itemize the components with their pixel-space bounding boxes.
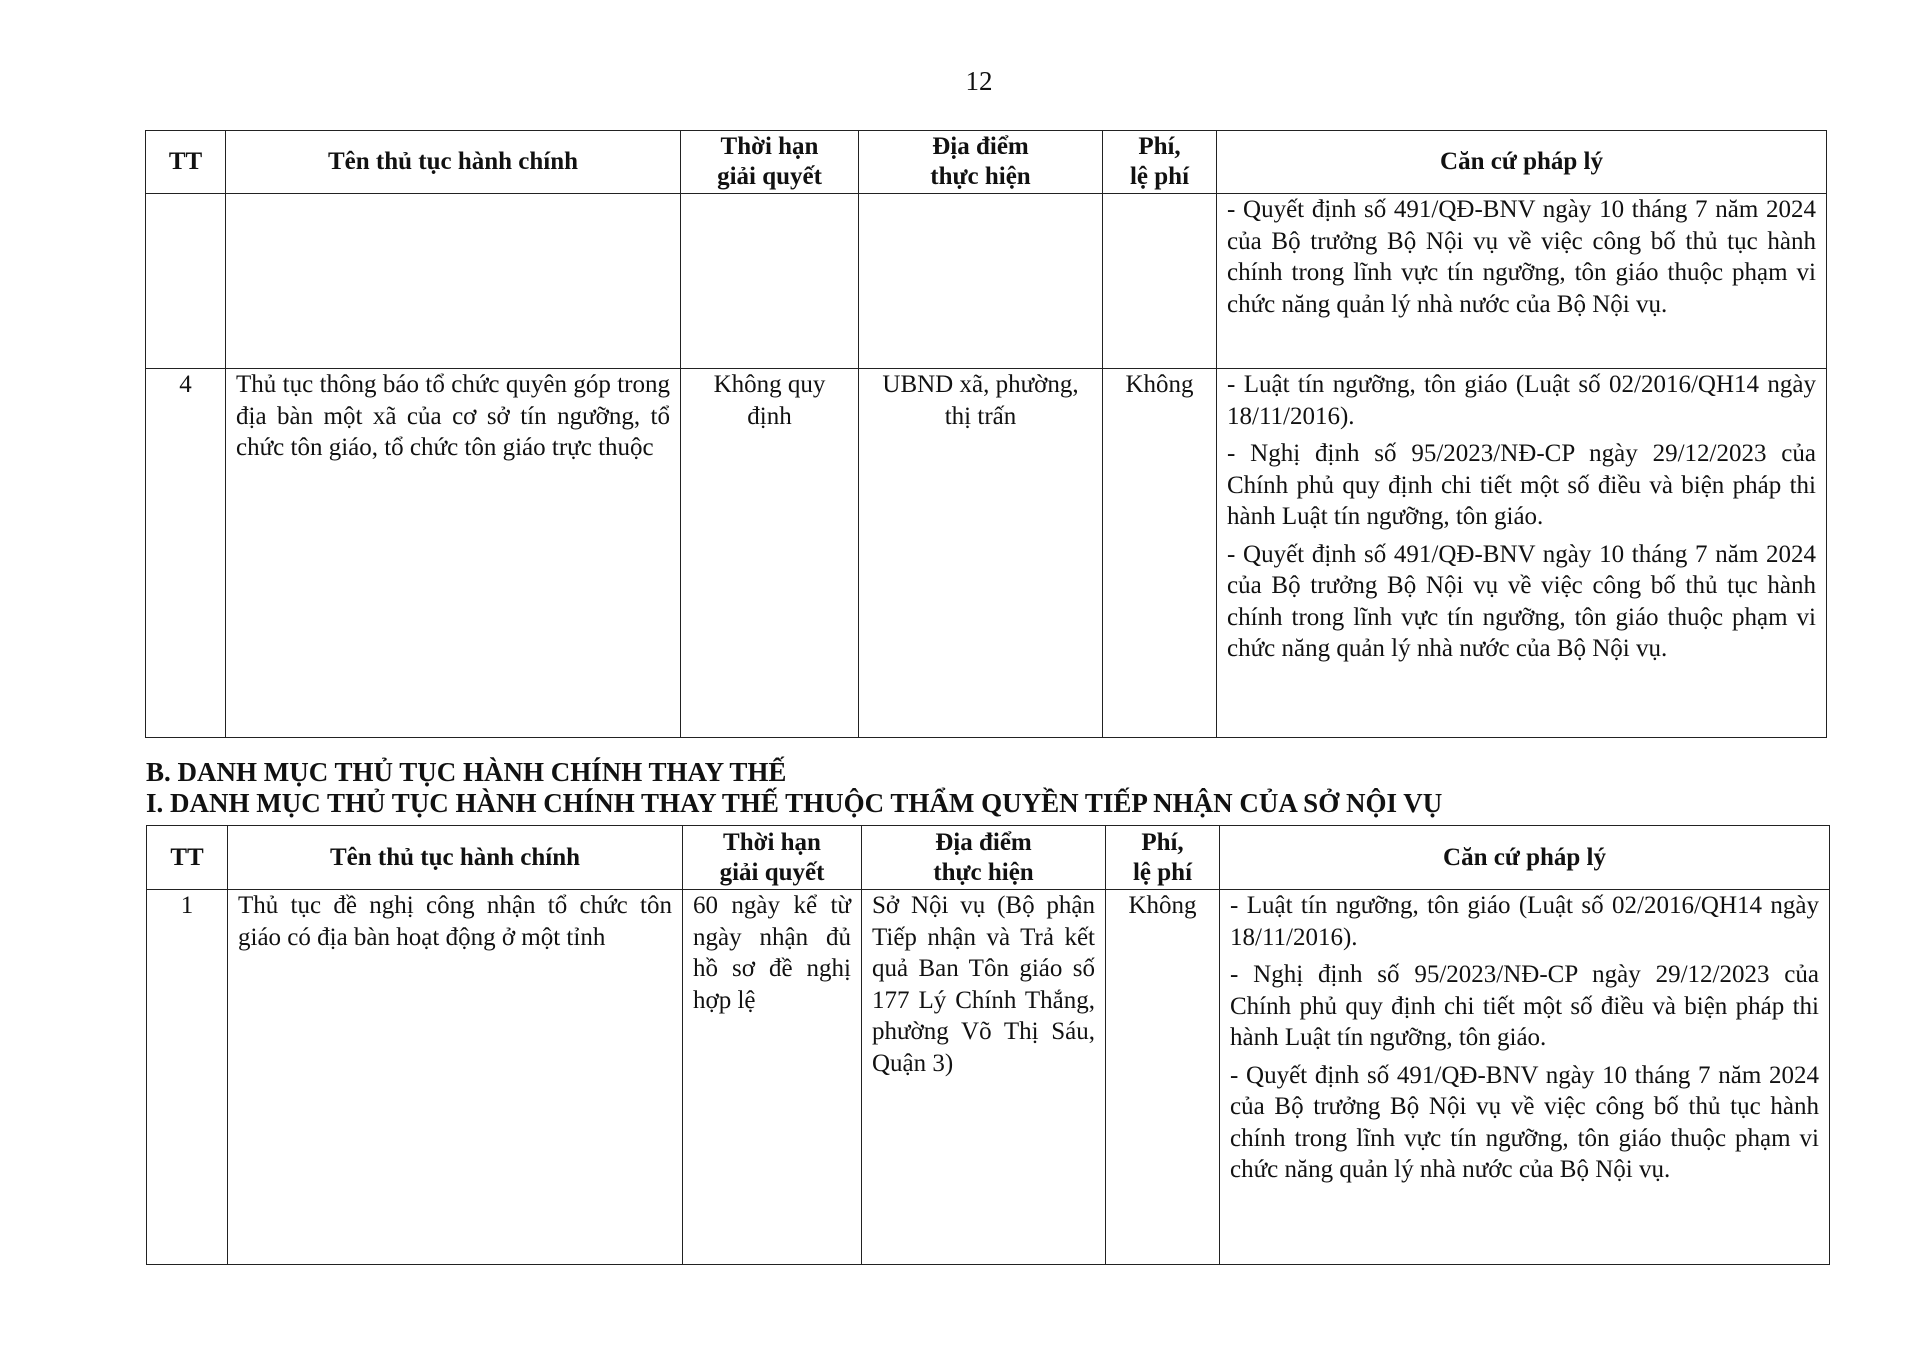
cell-fee [1103, 194, 1217, 369]
section-b1-heading: I. DANH MỤC THỦ TỤC HÀNH CHÍNH THAY THẾ THUỘC THẨM QUYỀN TIẾP NHẬN CỦA SỞ NỘI VỤ [146, 788, 1443, 818]
header-deadline: Thời hạn giải quyết [683, 826, 862, 890]
header-legal-basis: Căn cứ pháp lý [1220, 826, 1830, 890]
cell-procedure-name [226, 194, 681, 369]
section-b-heading: B. DANH MỤC THỦ TỤC HÀNH CHÍNH THAY THẾ [146, 757, 787, 787]
header-legal-basis: Căn cứ pháp lý [1217, 131, 1827, 194]
legal-basis-item: - Nghị định số 95/2023/NĐ-CP ngày 29/12/2023 của Chính phủ quy định chi tiết một số điều và biện pháp thi hành Luật tín ngưỡng, tôn giáo. [1227, 440, 1816, 530]
legal-basis-item: - Quyết định số 491/QĐ-BNV ngày 10 tháng 7 năm 2024 của Bộ trưởng Bộ Nội vụ về việc công bố thủ tục hành chính trong lĩnh vực tín ngưỡng, tôn giáo thuộc phạm vi chức năng quản lý nhà nước của Bộ Nội vụ. [1227, 540, 1816, 662]
cell-deadline: Không quy định [681, 369, 859, 738]
procedure-table-a [145, 130, 1827, 738]
header-fee: Phí, lệ phí [1103, 131, 1217, 194]
cell-location [859, 194, 1103, 369]
page-number: 12 [965, 66, 993, 96]
cell-legal-basis [1217, 194, 1827, 369]
header-tt: TT [147, 826, 228, 890]
header-tt: TT [146, 131, 226, 194]
header-fee: Phí, lệ phí [1106, 826, 1220, 890]
legal-basis-item: - Quyết định số 491/QĐ-BNV ngày 10 tháng 7 năm 2024 của Bộ trưởng Bộ Nội vụ về việc công bố thủ tục hành chính trong lĩnh vực tín ngưỡng, tôn giáo thuộc phạm vi chức năng quản lý nhà nước của Bộ Nội vụ. [1230, 1061, 1819, 1183]
header-deadline: Thời hạn giải quyết [681, 131, 859, 194]
cell-procedure-name: Thủ tục thông báo tổ chức quyên góp trong địa bàn một xã của cơ sở tín ngưỡng, tổ chức tôn giáo, tổ chức tôn giáo trực thuộc [226, 369, 681, 738]
cell-legal-basis [1220, 890, 1830, 1265]
cell-legal-basis [1217, 369, 1827, 738]
header-procedure-name: Tên thủ tục hành chính [228, 826, 683, 890]
table-row [147, 890, 1830, 1265]
table-header-row [147, 826, 1830, 890]
header-location: Địa điểm thực hiện [859, 131, 1103, 194]
cell-tt [146, 194, 226, 369]
cell-tt: 4 [146, 369, 226, 738]
legal-basis-item: - Nghị định số 95/2023/NĐ-CP ngày 29/12/2023 của Chính phủ quy định chi tiết một số điều và biện pháp thi hành Luật tín ngưỡng, tôn giáo. [1230, 961, 1819, 1051]
table-row [146, 369, 1827, 738]
procedure-table-b [146, 825, 1830, 1265]
cell-procedure-name: Thủ tục đề nghị công nhận tổ chức tôn giáo có địa bàn hoạt động ở một tỉnh [228, 890, 683, 1265]
legal-basis-item: - Luật tín ngưỡng, tôn giáo (Luật số 02/2016/QH14 ngày 18/11/2016). [1230, 892, 1819, 951]
table-row [146, 194, 1827, 369]
cell-location: UBND xã, phường, thị trấn [859, 369, 1103, 738]
header-procedure-name: Tên thủ tục hành chính [226, 131, 681, 194]
legal-basis-item: - Quyết định số 491/QĐ-BNV ngày 10 tháng 7 năm 2024 của Bộ trưởng Bộ Nội vụ về việc công bố thủ tục hành chính trong lĩnh vực tín ngưỡng, tôn giáo thuộc phạm vi chức năng quản lý nhà nước của Bộ Nội vụ. [1227, 196, 1816, 318]
cell-location: Sở Nội vụ (Bộ phận Tiếp nhận và Trả kết quả Ban Tôn giáo số 177 Lý Chính Thắng, phường Võ Thị Sáu, Quận 3) [862, 890, 1106, 1265]
cell-fee: Không [1106, 890, 1220, 1265]
header-location: Địa điểm thực hiện [862, 826, 1106, 890]
cell-fee: Không [1103, 369, 1217, 738]
table-header-row [146, 131, 1827, 194]
legal-basis-item: - Luật tín ngưỡng, tôn giáo (Luật số 02/2016/QH14 ngày 18/11/2016). [1227, 371, 1816, 430]
cell-tt: 1 [147, 890, 228, 1265]
cell-deadline: 60 ngày kể từ ngày nhận đủ hồ sơ đề nghị hợp lệ [683, 890, 862, 1265]
cell-deadline [681, 194, 859, 369]
